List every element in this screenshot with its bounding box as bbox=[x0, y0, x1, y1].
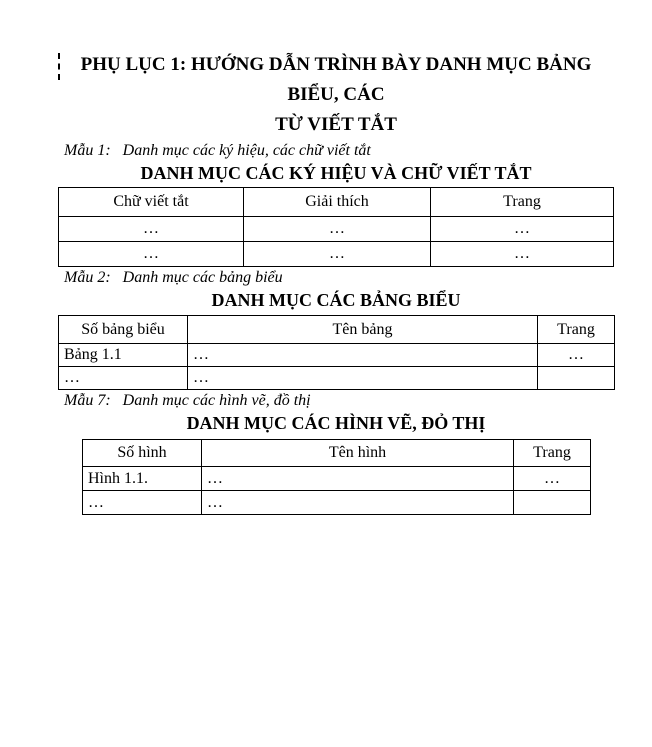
table-cell: … bbox=[244, 217, 431, 242]
table-row bbox=[59, 367, 615, 390]
table-row bbox=[59, 344, 615, 367]
column-header: Trang bbox=[538, 316, 615, 344]
tables-list-table bbox=[58, 315, 615, 390]
section-heading-figures: DANH MỤC CÁC HÌNH VẼ, ĐỎ THỊ bbox=[186, 413, 486, 433]
table-cell: … bbox=[188, 367, 538, 390]
column-header: Giải thích bbox=[244, 188, 431, 217]
table-cell: … bbox=[59, 367, 188, 390]
table-cell: Bảng 1.1 bbox=[59, 344, 188, 367]
column-header: Số hình bbox=[83, 440, 202, 467]
page-title-line2: TỪ VIẾT TẮT bbox=[275, 114, 397, 135]
table-header-row bbox=[59, 188, 614, 217]
figures-list-table bbox=[82, 439, 591, 515]
column-header: Trang bbox=[514, 440, 591, 467]
page-title-line1: PHỤ LỤC 1: HƯỚNG DẪN TRÌNH BÀY DANH MỤC BẢNG BIỂU, CÁC bbox=[80, 54, 592, 105]
table-cell: Hình 1.1. bbox=[83, 467, 202, 491]
page-title bbox=[58, 50, 614, 140]
column-header: Tên hình bbox=[202, 440, 514, 467]
table-cell: … bbox=[202, 491, 514, 515]
table-cell bbox=[538, 367, 615, 390]
form-label-mau2 bbox=[58, 267, 614, 289]
table-cell: … bbox=[59, 242, 244, 267]
form-label-mau1-number: Mẫu 1: bbox=[64, 142, 111, 159]
form-label-mau2-text: Danh mục các bảng biểu bbox=[122, 269, 283, 286]
table-row bbox=[83, 491, 591, 515]
table-cell: … bbox=[431, 217, 614, 242]
column-header: Tên bảng bbox=[188, 316, 538, 344]
table-cell: … bbox=[538, 344, 615, 367]
table-cell: … bbox=[188, 344, 538, 367]
form-label-mau1 bbox=[58, 140, 614, 162]
form-label-mau7-text: Danh mục các hình vẽ, đồ thị bbox=[122, 392, 311, 409]
column-header: Số bảng biểu bbox=[59, 316, 188, 344]
form-label-mau2-number: Mẫu 2: bbox=[64, 269, 111, 286]
form-label-mau7 bbox=[58, 390, 614, 412]
abbreviations-table bbox=[58, 187, 614, 267]
form-label-mau7-number: Mẫu 7: bbox=[64, 392, 111, 409]
form-label-mau1-text: Danh mục các ký hiệu, các chữ viết tắt bbox=[122, 142, 371, 159]
section-heading-tables: DANH MỤC CÁC BẢNG BIỂU bbox=[211, 290, 461, 310]
table-cell bbox=[514, 491, 591, 515]
table-cell: … bbox=[514, 467, 591, 491]
column-header: Chữ viết tắt bbox=[59, 188, 244, 217]
section-heading-abbreviations: DANH MỤC CÁC KÝ HIỆU VÀ CHỮ VIẾT TẮT bbox=[140, 163, 532, 183]
table-row bbox=[83, 467, 591, 491]
table-cell: … bbox=[59, 217, 244, 242]
table-cell: … bbox=[83, 491, 202, 515]
table-cell: … bbox=[431, 242, 614, 267]
table-header-row bbox=[59, 316, 615, 344]
table-cell: … bbox=[202, 467, 514, 491]
table-cell: … bbox=[244, 242, 431, 267]
column-header: Trang bbox=[431, 188, 614, 217]
table-row bbox=[59, 217, 614, 242]
table-header-row bbox=[83, 440, 591, 467]
table-row bbox=[59, 242, 614, 267]
